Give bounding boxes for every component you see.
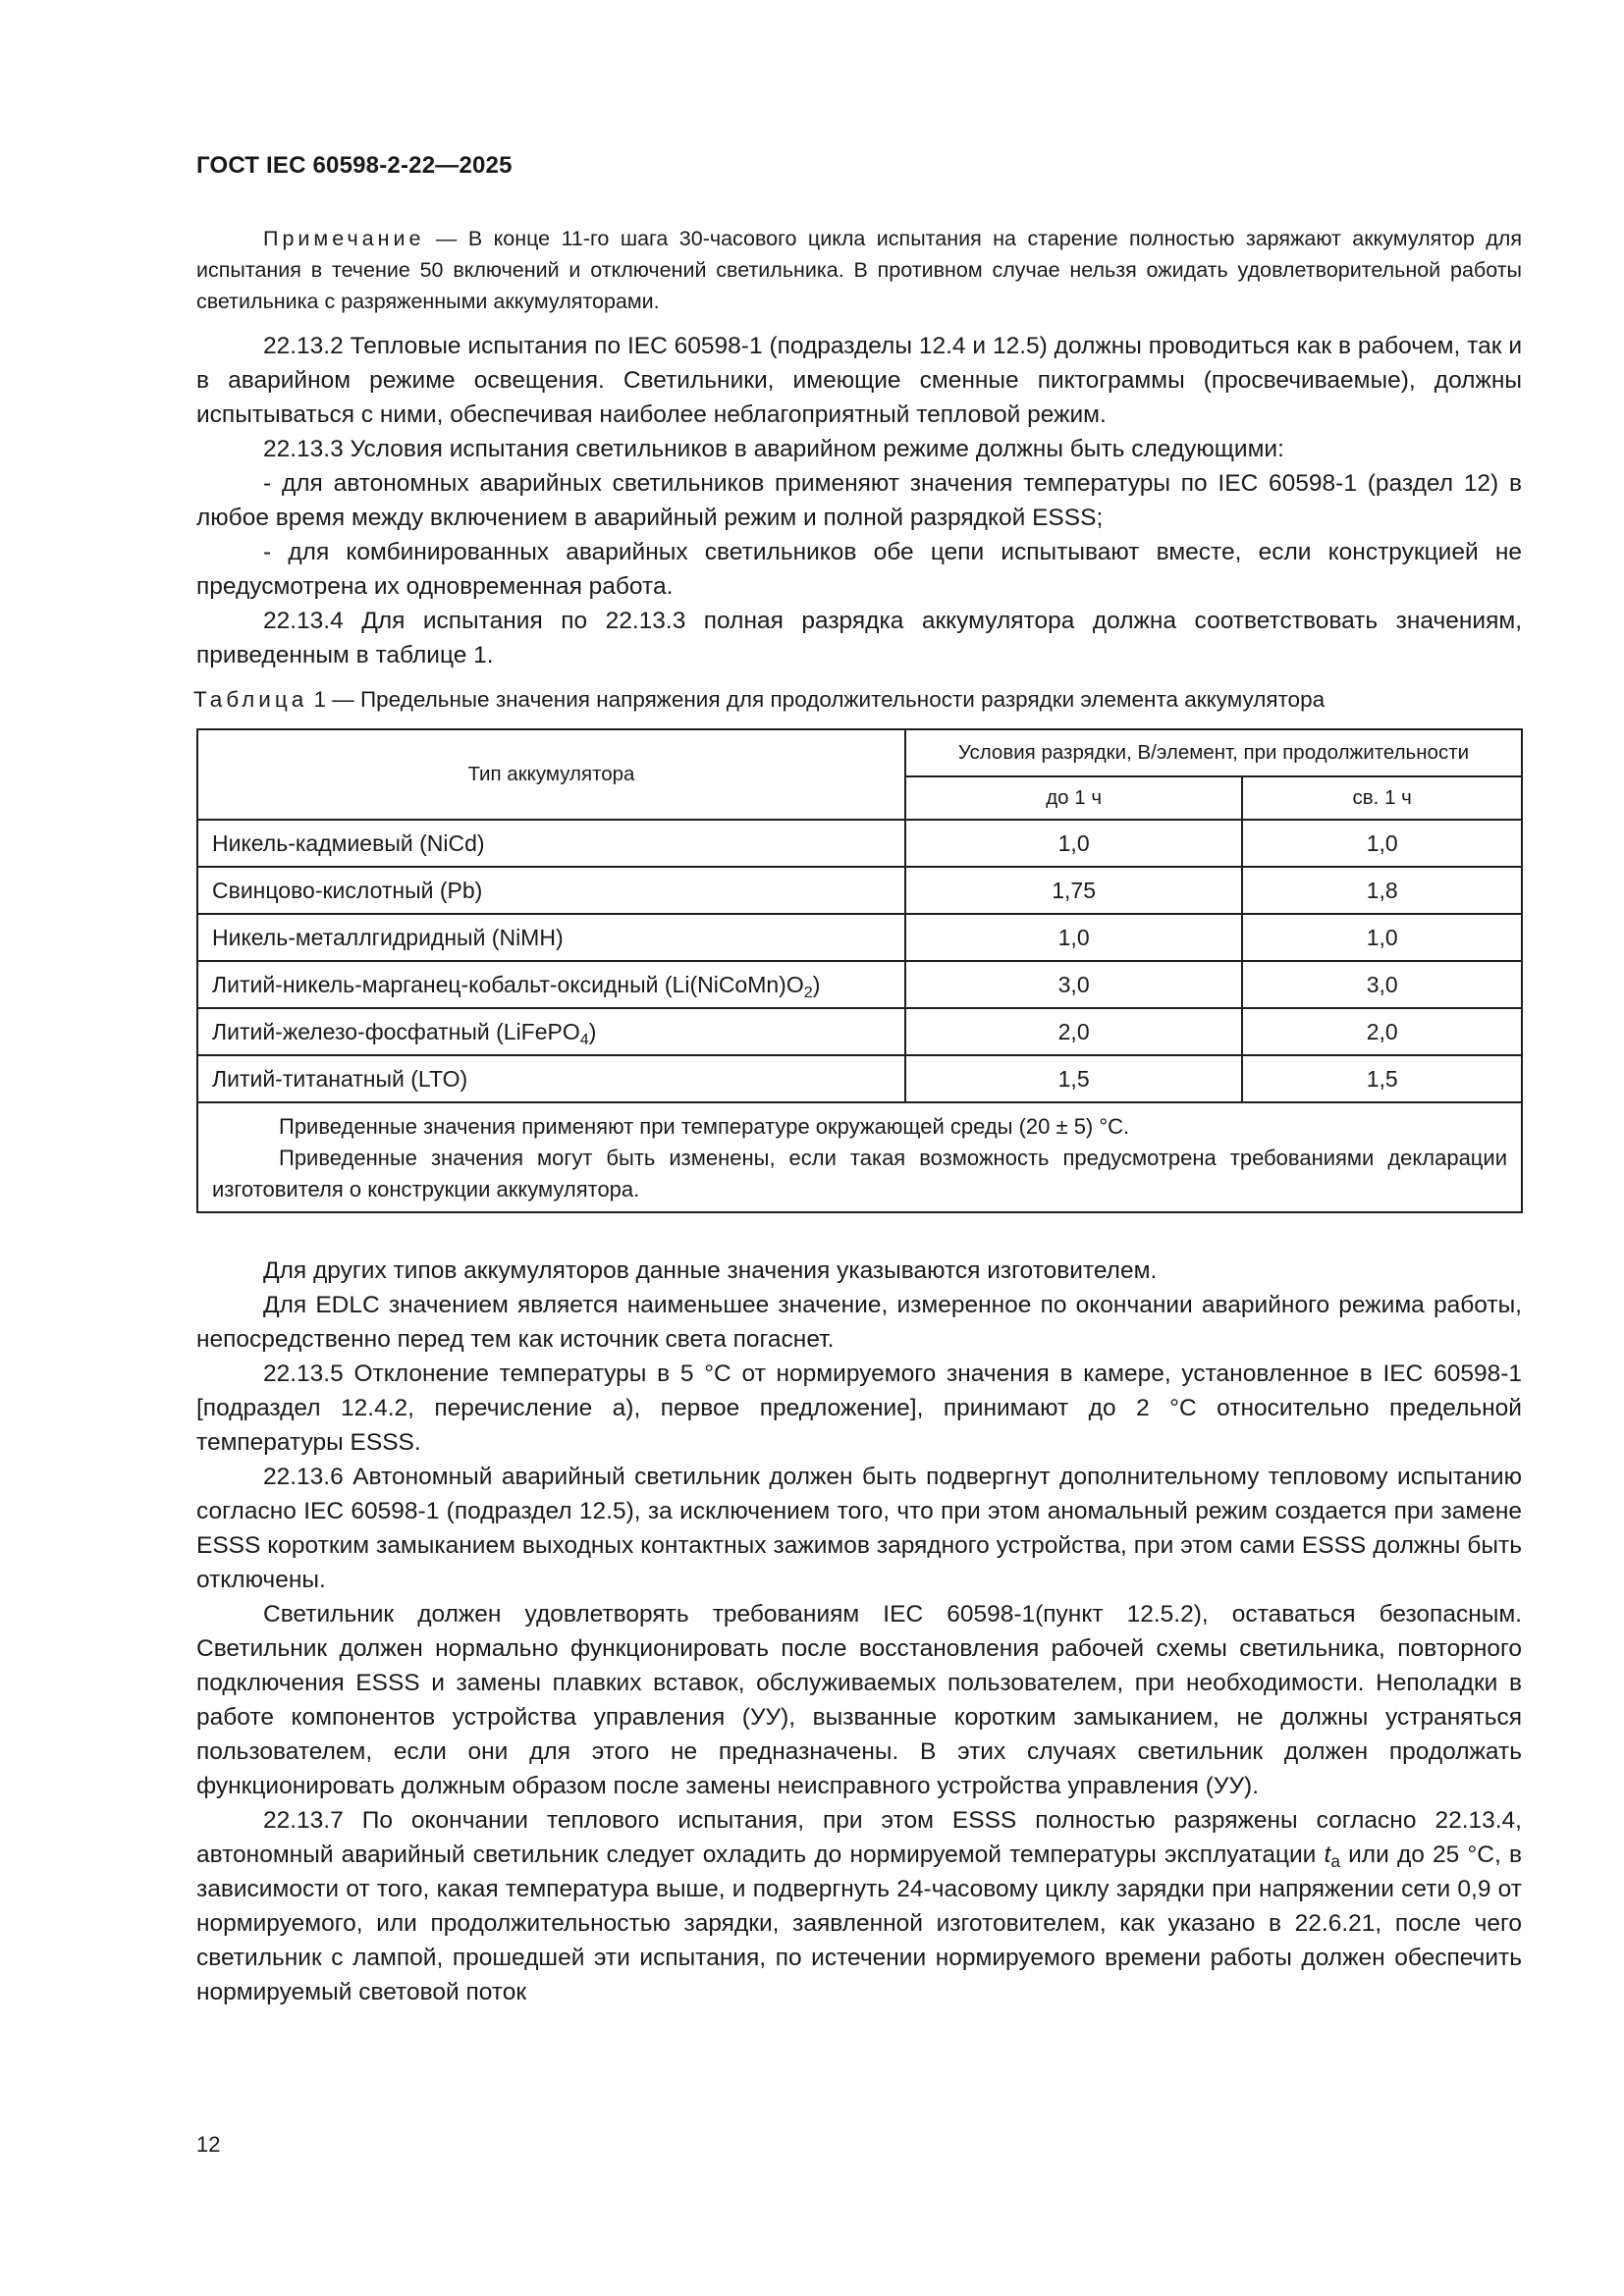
battery-type-name-end: ) [812,971,821,997]
value-over-1h: 2,0 [1242,1008,1522,1055]
value-up-to-1h: 1,75 [905,867,1243,914]
table-footnote-row [197,1102,1522,1212]
table-row [197,1055,1522,1102]
paragraph: 22.13.2 Тепловые испытания по IEC 60598-1 (подразделы 12.4 и 12.5) должны проводиться как в рабочем, так и в аварийном режиме освещения. Светильники, имеющие сменные пиктограммы (просвечиваемые), должны испытываться с ними, обеспечивая наиболее неблагоприятный тепловой режим. [196,333,1522,428]
table-footnote [197,1102,1522,1212]
table-row [197,820,1522,867]
table-row [197,867,1522,914]
battery-type-cell [197,961,905,1008]
paragraph-text: 22.13.7 По окончании теплового испытания, при этом ESSS полностью разряжены согласно 22.13.4, автономный аварийный светильник следует охладить до нормируемой температуры эксплуатации [196,1807,1522,1868]
table-caption-text: 1 — Предельные значения напряжения для продолжительности разрядки элемента аккумулятора [307,687,1326,712]
footnote-line: Приведенные значения могут быть изменены, если такая возможность предусмотрена требованиями декларации изготовителя о конструкции аккумулятора. [212,1146,1507,1201]
battery-type-name: Свинцово-кислотный (Pb) [212,877,483,903]
discharge-voltage-table [196,728,1523,1213]
battery-type-name: Литий-никель-марганец-кобальт-оксидный (Li(NiCoMn)O [212,971,804,997]
top-paragraphs [196,329,1522,672]
battery-type-name: Никель-металлгидридный (NiMH) [212,924,564,950]
battery-type-cell [197,820,905,867]
value-over-1h: 1,0 [1242,820,1522,867]
battery-type-cell [197,867,905,914]
header-battery-type: Тип аккумулятора [197,729,905,820]
battery-type-cell [197,1055,905,1102]
paragraph: - для автономных аварийных светильников применяют значения температуры по IEC 60598-1 (раздел 12) в любое время между включением в аварийный режим и полной разрядкой ESSS; [196,470,1522,531]
paragraph: 22.13.4 Для испытания по 22.13.3 полная разрядка аккумулятора должна соответствовать значениям, приведенным в таблице 1. [196,608,1522,668]
bottom-paragraphs [196,1254,1522,2009]
document-header: ГОСТ IEC 60598-2-22—2025 [196,152,513,179]
note-label: Примечание [263,227,425,250]
page-number: 12 [196,2132,221,2157]
table-header-row [197,729,1522,776]
value-up-to-1h: 1,0 [905,820,1243,867]
value-up-to-1h: 1,0 [905,914,1243,961]
paragraph: Светильник должен удовлетворять требованиям IEC 60598-1(пункт 12.5.2), оставаться безопасным. Светильник должен нормально функционировать после восстановления рабочей схемы светильника, повторного подключения ESSS и замены плавких вставок, обслуживаемых пользователем, при необходимости. Неполадки в работе компонентов устройства управления (УУ), вызванные коротким замыканием, не должны устраняться пользователем, если они для этого не предназначены. В этих случаях светильник должен продолжать функционировать должным образом после замены неисправного устройства управления (УУ). [196,1601,1522,1799]
temperature-symbol: t [1324,1842,1331,1868]
value-over-1h: 1,5 [1242,1055,1522,1102]
paragraph: Для других типов аккумуляторов данные значения указываются изготовителем. [263,1257,1158,1284]
note-text: — В конце 11-го шага 30-часового цикла испытания на старение полностью заряжают аккумулятор для испытания в течение 50 включений и отключений светильника. В противном случае нельзя ожидать удовлетворительной работы светильника с разряженными аккумуляторами. [196,227,1522,313]
paragraph: - для комбинированных аварийных светильников обе цепи испытывают вместе, если конструкцией не предусмотрена их одновременная работа. [196,539,1522,600]
note-paragraph [196,223,1522,317]
value-over-1h: 1,8 [1242,867,1522,914]
value-up-to-1h: 3,0 [905,961,1243,1008]
formula-subscript: 4 [579,1030,589,1048]
footnote-line: Приведенные значения применяют при температуре окружающей среды (20 ± 5) °С. [279,1114,1130,1139]
header-over-1h: св. 1 ч [1242,776,1522,820]
temperature-symbol-subscript: a [1330,1851,1340,1871]
battery-type-name: Литий-железо-фосфатный (LiFePO [212,1018,580,1044]
table-caption [193,687,1325,713]
paragraph: 22.13.6 Автономный аварийный светильник должен быть подвергнут дополнительному тепловому испытанию согласно IEC 60598-1 (подраздел 12.5), за исключением того, что при этом аномальный режим создается при замене ESSS коротким замыканием выходных контактных зажимов зарядного устройства, при этом сами ESSS должны быть отключены. [196,1464,1522,1593]
paragraph: 22.13.5 Отклонение температуры в 5 °С от нормируемого значения в камере, установленное в IEC 60598-1 [подраздел 12.4.2, перечисление а), первое предложение], принимают до 2 °С относительно предельной температуры ESSS. [196,1361,1522,1456]
battery-type-name-end: ) [588,1018,597,1044]
table-row [197,1008,1522,1055]
battery-type-cell [197,1008,905,1055]
table-row [197,961,1522,1008]
value-up-to-1h: 2,0 [905,1008,1243,1055]
header-discharge-conditions: Условия разрядки, В/элемент, при продолжительности [905,729,1522,776]
value-over-1h: 1,0 [1242,914,1522,961]
paragraph: 22.13.3 Условия испытания светильников в аварийном режиме должны быть следующими: [263,436,1284,462]
battery-type-name: Литий-титанатный (LTO) [212,1065,468,1092]
value-up-to-1h: 1,5 [905,1055,1243,1102]
paragraph-text: или до 25 °С, в зависимости от того, какая температура выше, и подвергнуть 24-часовому циклу зарядки при напряжении сети 0,9 от нормируемого, или продолжительностью зарядки, заявленной изготовителем, как указано в 22.6.21, после чего светильник с лампой, прошедшей эти испытания, по истечении нормируемого времени работы должен обеспечить нормируемый световой поток [196,1842,1522,2005]
value-over-1h: 3,0 [1242,961,1522,1008]
paragraph: Для EDLC значением является наименьшее значение, измеренное по окончании аварийного режима работы, непосредственно перед тем как источник света погаснет. [196,1292,1522,1353]
paragraph-22-13-7 [196,1803,1522,2009]
table-caption-label: Таблица [193,687,308,712]
table-row [197,914,1522,961]
battery-type-name: Никель-кадмиевый (NiCd) [212,829,485,856]
header-up-to-1h: до 1 ч [905,776,1243,820]
battery-type-cell [197,914,905,961]
formula-subscript: 2 [803,983,813,1001]
note-block [196,223,1522,317]
